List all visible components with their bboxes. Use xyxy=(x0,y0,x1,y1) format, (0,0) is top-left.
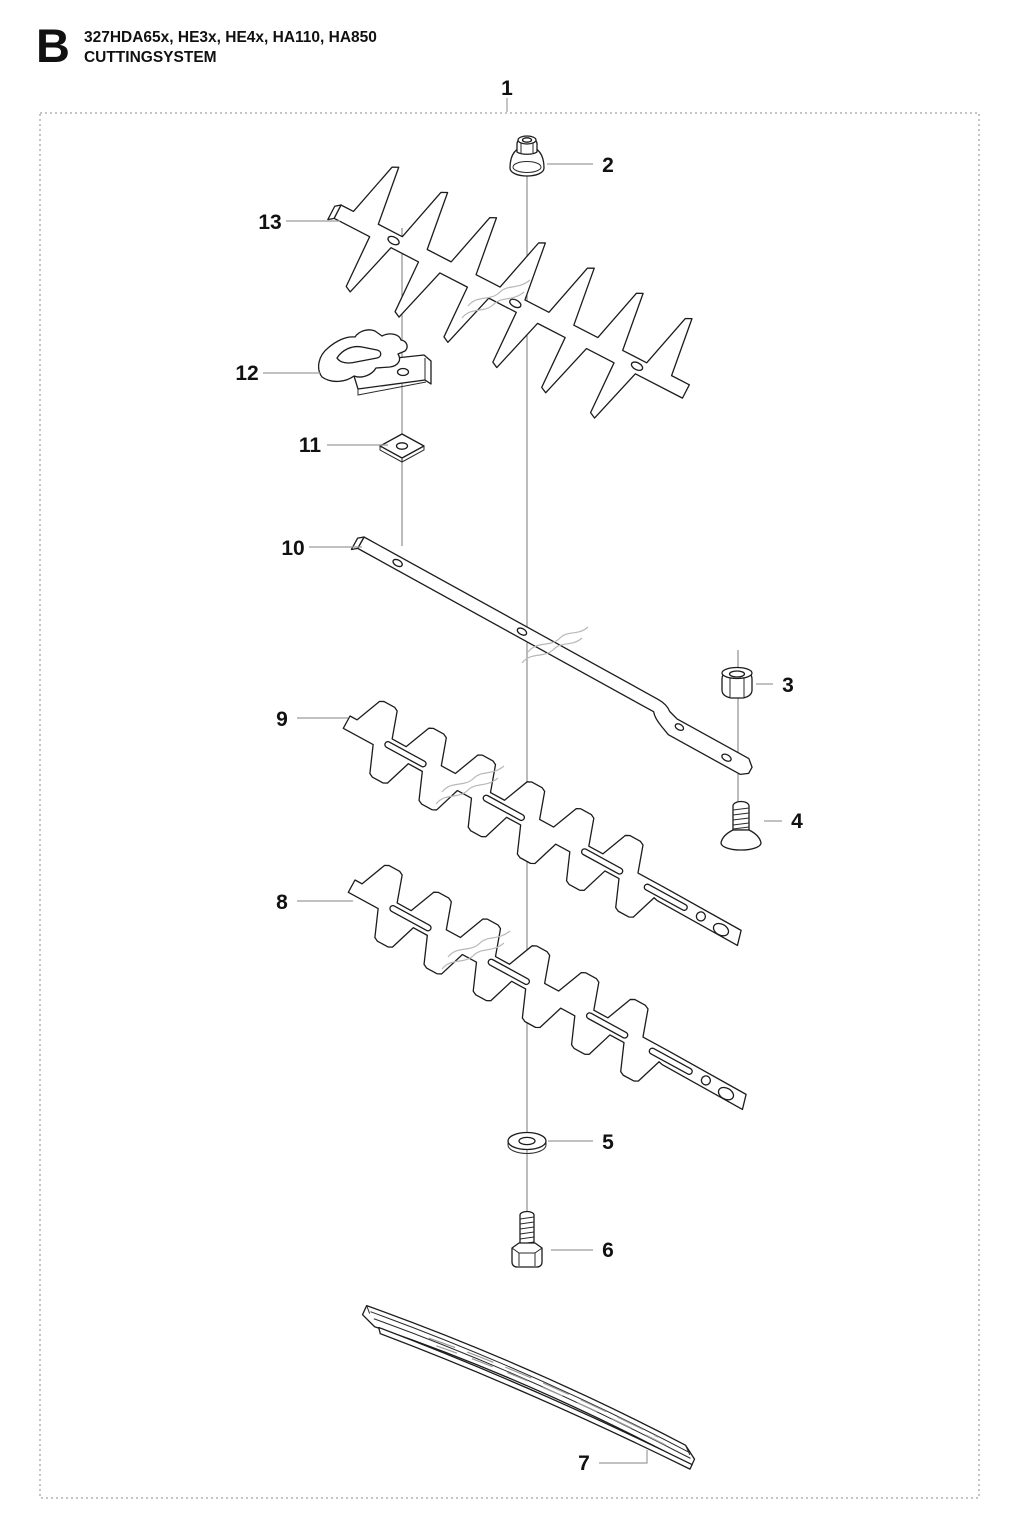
callout-6-label: 6 xyxy=(602,1239,614,1262)
model-list: 327HDA65x, HE3x, HE4x, HA110, HA850 xyxy=(83,29,377,46)
callout-7-label: 7 xyxy=(578,1452,590,1475)
callout-4-label: 4 xyxy=(791,810,803,833)
part-11-square-washer xyxy=(380,434,424,462)
callout-10-label: 10 xyxy=(281,537,305,560)
diagram-subtitle: CUTTINGSYSTEM xyxy=(83,49,217,67)
callout-8-label: 8 xyxy=(276,891,288,914)
callout-11-label: 11 xyxy=(298,434,322,457)
part-8-cutter-blade xyxy=(334,855,764,1134)
part-2-flange-nut xyxy=(510,136,544,176)
part-13-upper-blade xyxy=(303,149,717,449)
callout-5-label: 5 xyxy=(602,1131,614,1154)
callout-13-label: 13 xyxy=(258,211,282,234)
callout-3-label: 3 xyxy=(782,674,794,697)
callout-1-label: 1 xyxy=(501,77,513,100)
part-6-hex-bolt xyxy=(512,1212,542,1267)
callout-9-label: 9 xyxy=(276,708,288,731)
part-7-blade-guard xyxy=(358,1298,700,1473)
callout-2-label: 2 xyxy=(602,154,614,177)
part-10-support-bar xyxy=(347,535,759,778)
section-letter: B xyxy=(36,19,70,72)
part-3-hex-nut xyxy=(722,668,752,699)
callout-7-leader xyxy=(599,1450,647,1463)
part-4-countersunk-screw xyxy=(721,802,761,851)
callout-12-label: 12 xyxy=(235,362,259,385)
part-12-blade-guide xyxy=(319,330,431,395)
